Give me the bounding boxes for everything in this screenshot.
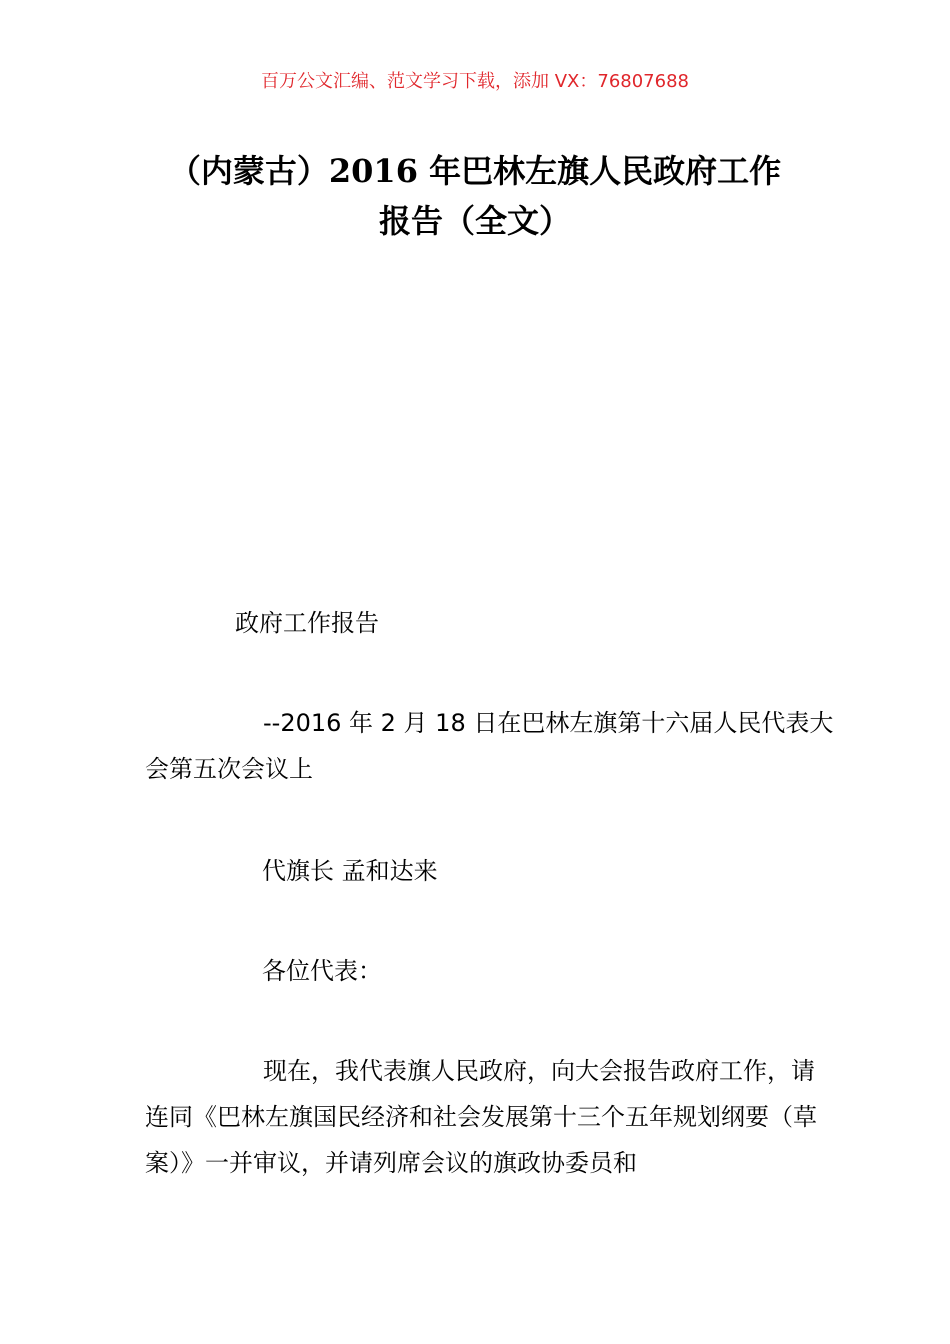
body-paragraph: 现在，我代表旗人民政府，向大会报告政府工作，请连同《巴林左旗国民经济和社会发展第十三个五年规划纲要（草案）》一并审议，并请列席会议的旗政协委员和 bbox=[145, 1057, 817, 1177]
author-line: 代旗长 孟和达来 bbox=[262, 857, 438, 885]
meeting-date-line: --2016 年 2 月 18 日在巴林左旗第十六届人民代表大会第五次会议上 bbox=[145, 709, 834, 783]
title-line-1: （内蒙古）2016 年巴林左旗人民政府工作 bbox=[168, 152, 782, 190]
title-line-2: 报告（全文） bbox=[378, 202, 571, 240]
report-heading: 政府工作报告 bbox=[235, 609, 379, 637]
header-watermark-note: 百万公文汇编、范文学习下载，添加 VX：76807688 bbox=[261, 71, 689, 92]
greeting-line: 各位代表： bbox=[262, 957, 382, 985]
document-title bbox=[120, 146, 830, 246]
